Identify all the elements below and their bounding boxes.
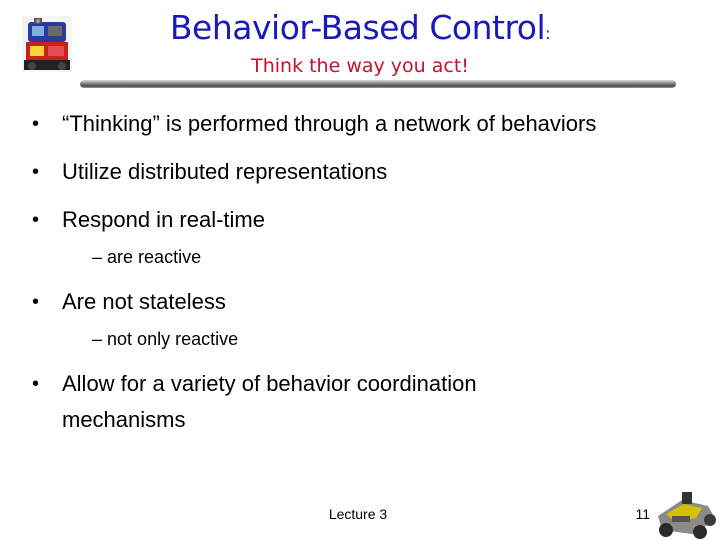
- sub-bullet-text: are reactive: [107, 247, 202, 267]
- sub-bullet-item: [32, 242, 712, 272]
- bullet-item: [32, 366, 582, 438]
- bullet-item: [32, 154, 712, 190]
- bullet-text: Are not stateless: [62, 289, 226, 314]
- sub-bullet-item: [32, 324, 712, 354]
- sub-bullet-symbol: –: [92, 247, 103, 267]
- slide-title-colon: :: [545, 24, 551, 43]
- bullet-item: [32, 202, 712, 238]
- bullet-symbol: •: [32, 291, 40, 313]
- bullet-list: [32, 106, 712, 438]
- bullet-item: [32, 284, 712, 320]
- robot-vehicle-icon: [652, 486, 720, 540]
- page-number: 11: [635, 506, 650, 522]
- slide-subtitle: Think the way you act!: [251, 55, 469, 77]
- sub-bullet-text: not only reactive: [107, 329, 239, 349]
- bullet-symbol: •: [32, 161, 40, 183]
- bullet-text: Utilize distributed representations: [62, 159, 388, 184]
- bullet-text: “Thinking” is performed through a network of behaviors: [62, 111, 597, 136]
- bullet-symbol: •: [32, 209, 40, 231]
- bullet-symbol: •: [32, 373, 40, 395]
- bullet-item: [32, 106, 712, 142]
- footer-lecture: Lecture 3: [328, 506, 388, 522]
- bullet-text: Respond in real-time: [62, 207, 265, 232]
- sub-bullet-symbol: –: [92, 329, 103, 349]
- bullet-text: Allow for a variety of behavior coordination mechanisms: [62, 371, 477, 432]
- slide-title: [0, 8, 720, 47]
- bullet-symbol: •: [32, 113, 40, 135]
- slide-title-text: Behavior-Based Control: [169, 8, 546, 47]
- title-divider: [80, 80, 676, 88]
